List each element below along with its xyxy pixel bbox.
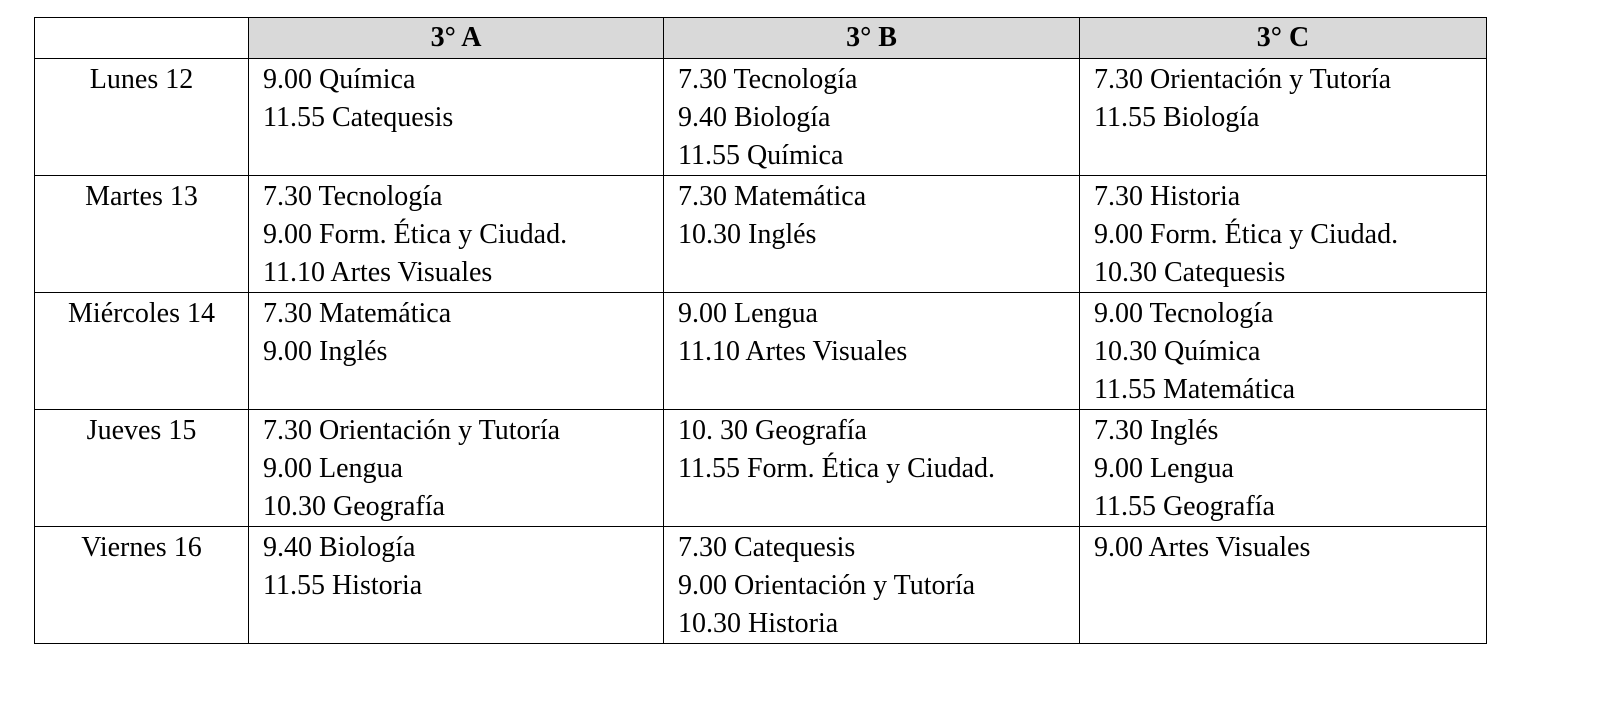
schedule-cell-3b [664,527,1080,644]
class-entry: 9.00 Form. Ética y Ciudad. [263,219,568,250]
class-entry: 7.30 Matemática [678,181,867,212]
header-row [35,18,1487,59]
table-row [35,410,1487,527]
class-entry: 9.00 Artes Visuales [1094,532,1311,563]
class-entry: 7.30 Orientación y Tutoría [263,415,561,446]
column-header-3b: 3° B [664,18,1080,59]
class-entry: 11.55 Biología [1094,102,1260,133]
class-entry: 9.00 Química [263,64,416,95]
class-entry: 10.30 Geografía [263,491,445,522]
table-row [35,59,1487,176]
class-entry: 10.30 Inglés [678,219,817,250]
class-entry: 7.30 Tecnología [678,64,858,95]
class-entry: 9.40 Biología [263,532,416,563]
class-entry: 11.55 Form. Ética y Ciudad. [678,453,996,484]
column-header-3a: 3° A [249,18,664,59]
class-entry: 11.55 Matemática [1094,374,1296,405]
class-entry: 10.30 Química [1094,336,1261,367]
class-entry: 10. 30 Geografía [678,415,867,446]
schedule-cell-3c [1080,527,1487,644]
schedule-cell-3c [1080,176,1487,293]
class-entry: 7.30 Catequesis [678,532,856,563]
class-entry: 11.55 Geografía [1094,491,1275,522]
day-cell: Miércoles 14 [35,293,249,410]
class-entry: 7.30 Historia [1094,181,1241,212]
schedule-cell-3c [1080,59,1487,176]
class-entry: 10.30 Catequesis [1094,257,1286,288]
schedule-cell-3c [1080,293,1487,410]
class-entry: 9.00 Tecnología [1094,298,1274,329]
class-entry: 9.00 Lengua [1094,453,1234,484]
table-row [35,293,1487,410]
class-entry: 7.30 Orientación y Tutoría [1094,64,1392,95]
class-entry: 7.30 Tecnología [263,181,443,212]
exam-schedule-table [34,17,1487,644]
schedule-cell-3b [664,293,1080,410]
class-entry: 9.40 Biología [678,102,831,133]
class-entry: 7.30 Matemática [263,298,452,329]
day-cell: Viernes 16 [35,527,249,644]
class-entry: 10.30 Historia [678,608,839,639]
class-entry: 9.00 Form. Ética y Ciudad. [1094,219,1399,250]
column-header-3c: 3° C [1080,18,1487,59]
class-entry: 11.10 Artes Visuales [263,257,493,288]
class-entry: 11.10 Artes Visuales [678,336,908,367]
schedule-cell-3a [249,293,664,410]
day-cell: Jueves 15 [35,410,249,527]
schedule-cell-3c [1080,410,1487,527]
schedule-cell-3a [249,59,664,176]
class-entry: 9.00 Lengua [263,453,403,484]
class-entry: 7.30 Inglés [1094,415,1219,446]
day-cell: Lunes 12 [35,59,249,176]
class-entry: 11.55 Catequesis [263,102,454,133]
schedule-cell-3b [664,176,1080,293]
class-entry: 11.55 Química [678,140,844,171]
table-row [35,176,1487,293]
class-entry: 9.00 Orientación y Tutoría [678,570,976,601]
class-entry: 9.00 Inglés [263,336,388,367]
schedule-cell-3a [249,410,664,527]
class-entry: 11.55 Historia [263,570,423,601]
table-row [35,527,1487,644]
schedule-body [35,59,1487,644]
schedule-cell-3b [664,410,1080,527]
class-entry: 9.00 Lengua [678,298,818,329]
schedule-cell-3b [664,59,1080,176]
day-cell: Martes 13 [35,176,249,293]
schedule-cell-3a [249,176,664,293]
corner-cell [35,18,249,59]
schedule-cell-3a [249,527,664,644]
